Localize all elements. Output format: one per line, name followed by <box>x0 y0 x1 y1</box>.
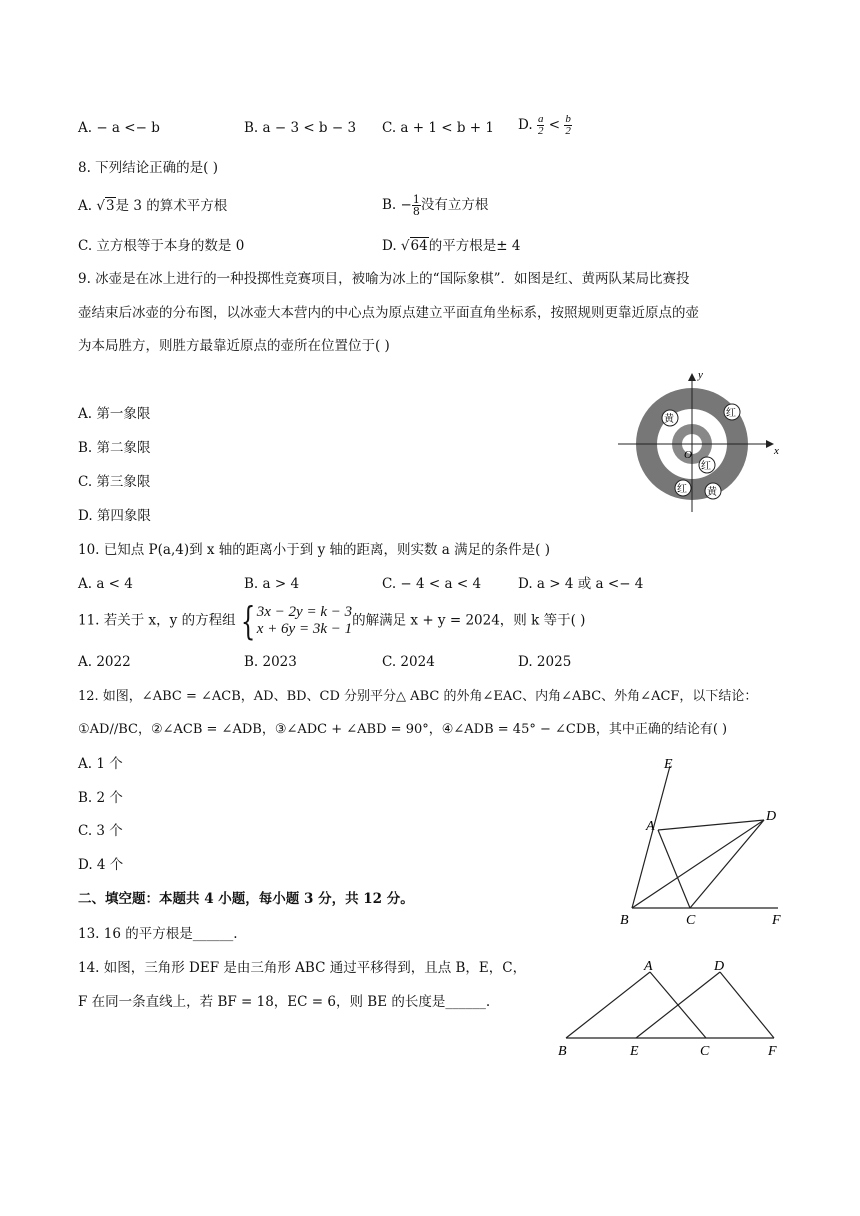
point-c-label: C <box>686 913 696 928</box>
line-ac <box>658 830 690 908</box>
line-df <box>720 972 774 1038</box>
q9-option-b: B. 第二象限 <box>78 440 151 456</box>
svg-text:黄: 黄 <box>664 414 674 425</box>
q11-option-c: C. 2024 <box>382 654 435 670</box>
origin-label: O <box>684 449 692 461</box>
q10-option-b: B. a > 4 <box>244 576 300 592</box>
x-axis-arrow-icon <box>766 440 774 448</box>
q7-option-b: B. a − 3 < b − 3 <box>244 120 357 136</box>
point-d-label: D <box>766 809 777 824</box>
q11-option-d: D. 2025 <box>518 654 572 670</box>
point-b-label: B <box>558 1044 567 1059</box>
q12-option-a: A. 1 个 <box>78 756 123 772</box>
x-axis-label: x <box>774 445 779 457</box>
q8-option-b-fraction: $\frac{1}{8}$ <box>412 193 420 218</box>
q7-option-c: C. a + 1 < b + 1 <box>382 120 494 136</box>
line-ed <box>636 972 720 1038</box>
q11-option-a: A. 2022 <box>78 654 131 670</box>
q11-equation-1: 3x − 2y = k − 3 <box>256 604 353 620</box>
translation-figure <box>552 954 788 1062</box>
point-e-label: E <box>630 1044 639 1059</box>
stone-red-q1 <box>724 404 740 420</box>
q12-stem-line2: ①AD//BC，②∠ACB = ∠ADB，③∠ADC + ∠ABD = 90°，④∠ADB = 45° − ∠CDB，其中正确的结论有( ) <box>78 722 728 737</box>
q7-option-d-lt: < <box>548 117 561 133</box>
q9-stem-line1: 9. 冰壶是在冰上进行的一种投掷性竞赛项目，被喻为冰上的“国际象棋”．如图是红、黄两队某局比赛投 <box>78 271 690 287</box>
q8-option-c: C. 立方根等于本身的数是 0 <box>78 238 245 254</box>
q13-stem: 13. 16 的平方根是______. <box>78 926 238 942</box>
point-a-label: A <box>644 959 653 974</box>
q12-option-c: C. 3 个 <box>78 823 123 839</box>
q7-option-d-fraction-1: $\frac{a}{2}$ <box>537 113 544 137</box>
point-e-label: E <box>664 757 673 772</box>
q7-option-d <box>518 114 572 137</box>
q9-stem-line3: 为本局胜方，则胜方最靠近原点的壶所在位置位于( ) <box>78 338 390 354</box>
point-d-label: D <box>714 959 725 974</box>
q7-option-d-fraction-2: $\frac{b}{2}$ <box>565 113 571 137</box>
stone-red-q4-near <box>699 457 715 473</box>
q7-option-a: A. − a <− b <box>78 120 160 136</box>
stone-yellow-q4 <box>705 483 721 499</box>
y-axis-arrow-icon <box>688 373 696 381</box>
q8-option-d: D. √64的平方根是± 4 <box>382 238 521 254</box>
q9-stem-line2: 壶结束后冰壶的分布图，以冰壶大本营内的中心点为原点建立平面直角坐标系，按照规则更靠近原点的壶 <box>78 305 699 321</box>
q11-stem-prefix: 11. 若关于 x，y 的方程组 <box>78 612 236 629</box>
q11-brace: { <box>240 599 255 643</box>
q10-option-d: D. a > 4 或 a <− 4 <box>518 576 644 592</box>
q10-option-c: C. − 4 < a < 4 <box>382 576 482 592</box>
stone-yellow-q2 <box>662 410 678 426</box>
line-ba <box>566 972 650 1038</box>
q9-option-c: C. 第三象限 <box>78 474 151 490</box>
q9-option-d: D. 第四象限 <box>78 508 151 524</box>
q9-option-a: A. 第一象限 <box>78 406 151 422</box>
q14-stem-line2: F 在同一条直线上，若 BF = 18，EC = 6，则 BE 的长度是______. <box>78 994 491 1010</box>
triangle-bisector-figure <box>612 752 792 932</box>
section-heading: 二、填空题：本题共 4 小题，每小题 3 分，共 12 分。 <box>78 891 414 907</box>
svg-text:红: 红 <box>701 461 711 472</box>
q10-stem: 10. 已知点 P(a,4)到 x 轴的距离小于到 y 轴的距离，则实数 a 满足的条件是( ) <box>78 542 550 558</box>
point-f-label: F <box>772 913 781 928</box>
q7-option-d-label: D. <box>518 117 533 133</box>
q11-equation-system <box>257 604 352 638</box>
svg-text:红: 红 <box>677 484 687 495</box>
line-ad <box>658 820 764 830</box>
q11-option-b: B. 2023 <box>244 654 297 670</box>
point-c-label: C <box>700 1044 710 1059</box>
q11-equation-2: x + 6y = 3k − 1 <box>256 621 353 637</box>
y-axis-label: y <box>698 369 703 381</box>
q12-option-b: B. 2 个 <box>78 790 123 806</box>
point-a-label: A <box>646 819 655 834</box>
point-f-label: F <box>768 1044 777 1059</box>
q10-option-a: A. a < 4 <box>78 576 133 592</box>
q8-stem: 8. 下列结论正确的是( ) <box>78 160 218 176</box>
svg-text:黄: 黄 <box>707 487 717 498</box>
q12-option-d: D. 4 个 <box>78 857 124 873</box>
stone-red-q3 <box>675 480 691 496</box>
line-cd <box>690 820 764 908</box>
q11-stem <box>78 599 586 643</box>
point-b-label: B <box>620 913 629 928</box>
q14-stem-line1: 14. 如图，三角形 DEF 是由三角形 ABC 通过平移得到，且点 B，E，C， <box>78 960 527 976</box>
q11-stem-suffix: 的解满足 x + y = 2024，则 k 等于( ) <box>352 612 586 629</box>
q8-option-a: A. √3是 3 的算术平方根 <box>78 198 228 214</box>
q8-option-b: B. − $\frac{1}{8}$ 没有立方根 <box>382 193 489 218</box>
curling-figure <box>612 368 784 516</box>
svg-text:红: 红 <box>726 408 736 419</box>
q12-stem-line1: 12. 如图，∠ABC = ∠ACB，AD、BD、CD 分别平分△ ABC 的外角∠EAC、内角∠ABC、外角∠ACF，以下结论： <box>78 689 758 704</box>
